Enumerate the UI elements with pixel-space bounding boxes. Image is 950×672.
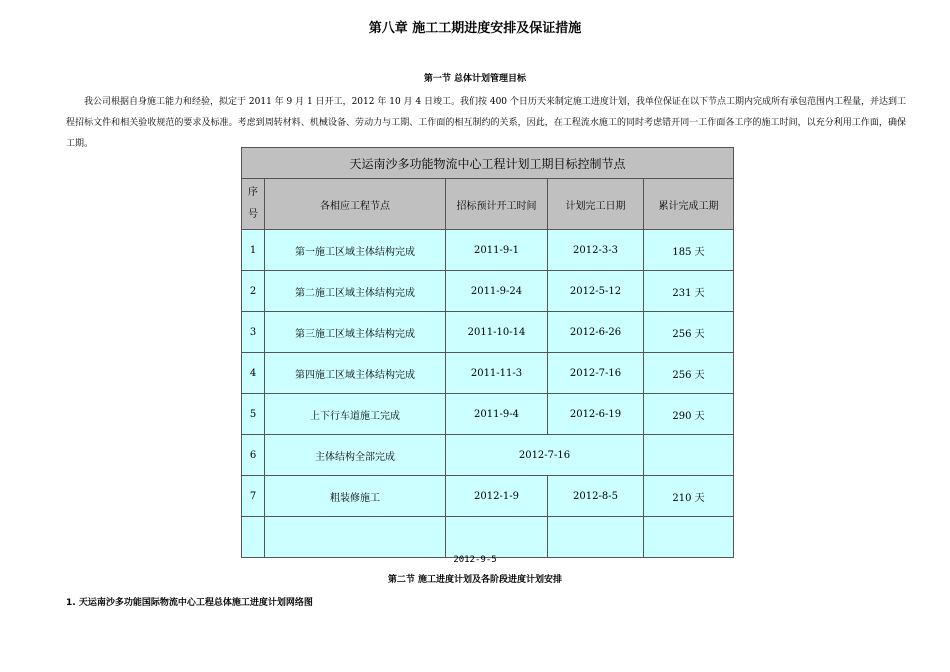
cell-finish: 2012-5-12 — [548, 271, 644, 312]
sub-heading: 1. 天运南沙多功能国际物流中心工程总体施工进度计划网络图 — [66, 598, 313, 608]
cell-start: 2011-9-24 — [446, 271, 548, 312]
header-start: 招标预计开工时间 — [446, 179, 548, 230]
table-caption-date: 2012-9-5 — [453, 555, 497, 565]
cell-start: 2011-11-3 — [446, 353, 548, 394]
table-row — [242, 312, 734, 353]
header-finish: 计划完工日期 — [548, 179, 644, 230]
table-row — [242, 230, 734, 271]
cell-duration: 210 天 — [644, 476, 734, 517]
cell-seq: 2 — [242, 271, 265, 312]
cell-empty — [242, 517, 265, 558]
cell-duration-empty — [644, 435, 734, 476]
table-row — [242, 271, 734, 312]
cell-empty — [548, 517, 644, 558]
header-duration: 累计完成工期 — [644, 179, 734, 230]
cell-date-merged: 2012-7-16 — [446, 435, 644, 476]
section-title-2: 第二节 施工进度计划及各阶段进度计划安排 — [387, 575, 563, 585]
cell-duration: 256 天 — [644, 353, 734, 394]
cell-finish: 2012-6-26 — [548, 312, 644, 353]
cell-node: 第二施工区域主体结构完成 — [265, 271, 446, 312]
cell-start: 2011-9-4 — [446, 394, 548, 435]
cell-finish: 2012-8-5 — [548, 476, 644, 517]
cell-seq: 7 — [242, 476, 265, 517]
table-row — [242, 394, 734, 435]
schedule-table — [241, 147, 734, 558]
cell-empty — [265, 517, 446, 558]
cell-seq: 6 — [242, 435, 265, 476]
intro-paragraph: 我公司根据自身施工能力和经验，拟定于 2011 年 9 月 1 日开工，2012 年 10 月 4 日竣工。我们按 400 个日历天来制定施工进度计划，我单位保证在以下节点工期内完成所有承包范围内工程量，并达到工程招标文件和相关验收规范的要求及标准。考虑到周转材料、机械设备、劳动力与工期、工作面的相互制约的关系，因此，在工程流水施工的同时考虑错开同一工作面各工序的施工时间，以充分利用工作面，确保工期。 — [66, 97, 906, 149]
header-node: 各相应工程节点 — [265, 179, 446, 230]
cell-node: 主体结构全部完成 — [265, 435, 446, 476]
cell-finish: 2012-3-3 — [548, 230, 644, 271]
cell-start: 2011-10-14 — [446, 312, 548, 353]
chapter-title: 第八章 施工工期进度安排及保证措施 — [368, 21, 582, 36]
cell-seq: 3 — [242, 312, 265, 353]
table-row-empty — [242, 517, 734, 558]
cell-node: 第三施工区域主体结构完成 — [265, 312, 446, 353]
cell-node: 第一施工区域主体结构完成 — [265, 230, 446, 271]
cell-finish: 2012-6-19 — [548, 394, 644, 435]
cell-duration: 231 天 — [644, 271, 734, 312]
cell-duration: 256 天 — [644, 312, 734, 353]
table-title: 天运南沙多功能物流中心工程计划工期目标控制节点 — [242, 148, 734, 179]
table-row — [242, 353, 734, 394]
cell-empty — [644, 517, 734, 558]
table-row — [242, 435, 734, 476]
header-seq-line2: 号 — [248, 209, 258, 220]
cell-duration: 185 天 — [644, 230, 734, 271]
cell-node: 粗装修施工 — [265, 476, 446, 517]
table-title-row — [242, 148, 734, 179]
cell-seq: 5 — [242, 394, 265, 435]
section-title-1: 第一节 总体计划管理目标 — [423, 74, 527, 84]
cell-seq: 4 — [242, 353, 265, 394]
cell-seq: 1 — [242, 230, 265, 271]
header-seq — [242, 179, 265, 230]
cell-start: 2011-9-1 — [446, 230, 548, 271]
cell-empty — [446, 517, 548, 558]
cell-node: 上下行车道施工完成 — [265, 394, 446, 435]
table-header-row — [242, 179, 734, 230]
header-seq-line1: 序 — [248, 187, 258, 198]
cell-node: 第四施工区域主体结构完成 — [265, 353, 446, 394]
cell-start: 2012-1-9 — [446, 476, 548, 517]
cell-finish: 2012-7-16 — [548, 353, 644, 394]
table-row — [242, 476, 734, 517]
cell-duration: 290 天 — [644, 394, 734, 435]
